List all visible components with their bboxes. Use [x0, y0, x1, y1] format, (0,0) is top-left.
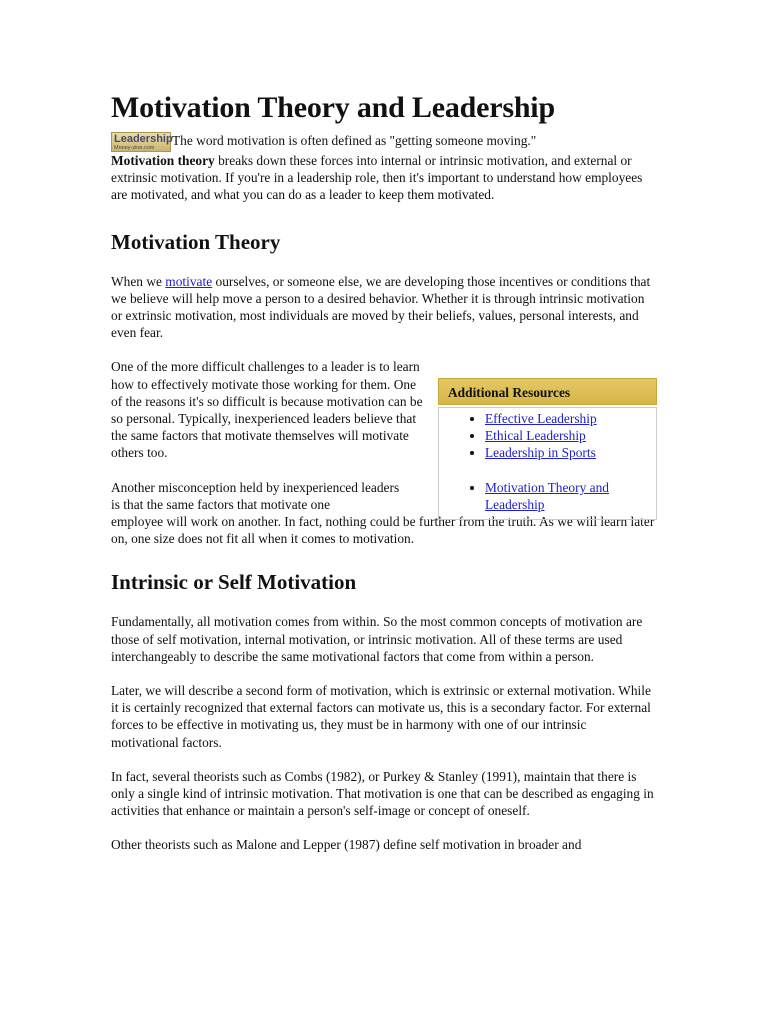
resource-item: [485, 444, 648, 461]
resources-list: [447, 410, 648, 513]
intro-paragraph: [111, 132, 657, 204]
intrinsic-paragraph-1: Fundamentally, all motivation comes from within. So the most common concepts of motivation are those of self motivation, internal motivation, or intrinsic motivation. All of these terms are used interchangeably to describe the same motivational factors that come from within a person.: [111, 614, 643, 664]
leadership-logo-image: [111, 132, 171, 152]
intrinsic-paragraph-3: In fact, several theorists such as Combs (1982), or Purkey & Stanley (1991), maintain that there is only a single kind of intrinsic motivation. That motivation is one that can be described as engaging in activities that enhance or maintain a person's self-image or concept of oneself.: [111, 768, 654, 819]
intrinsic-paragraph-2: Later, we will describe a second form of motivation, which is extrinsic or external motivation. While it is certainly recognized that external factors can motivate us, this is a secondary factor. For external forces to be effective in motivating us, they must be in harmony with one of our intrinsic motivational factors.: [111, 683, 651, 750]
resources-header: Additional Resources: [438, 378, 657, 405]
motivate-link[interactable]: motivate: [165, 273, 213, 289]
section-heading-motivation-theory: Motivation Theory: [111, 229, 281, 254]
resource-link-leadership-in-sports[interactable]: Leadership in Sports: [485, 445, 596, 461]
intro-text-1: The word motivation is often defined as "getting someone moving.": [172, 133, 537, 148]
intro-bold-term: Motivation theory: [111, 153, 215, 168]
p1-text-after: ourselves, or someone else, we are developing those incentives or conditions that we believe will help move a person to a desired behavior. Whether it is through intrinsic motivation or extrinsic motivation, most individuals are moved by their beliefs, values, personal interests, and even fear.: [111, 273, 651, 341]
additional-resources-box: [438, 378, 657, 520]
logo-word: Leadership: [114, 133, 173, 145]
motivation-paragraph-1: [111, 273, 657, 342]
section-heading-intrinsic: Intrinsic or Self Motivation: [111, 570, 357, 595]
resource-item: [485, 479, 648, 513]
resource-item: [485, 427, 648, 444]
motivation-paragraph-3-full: employee will work on another. In fact, nothing could be further from the truth. As we will learn later on, one size does not fit all when it comes to motivation.: [111, 514, 655, 547]
motivation-paragraph-2: One of the more difficult challenges to a leader is to learn how to effectively motivate those working for them. One of the reasons it's so difficult is because motivation can be so personal. Typically, inexperienced leaders believe that the same factors that motivate themselves will motivate others too.: [111, 359, 423, 461]
page-title: Motivation Theory and Leadership: [111, 91, 555, 124]
resource-link-motivation-theory[interactable]: Motivation Theory and Leadership: [485, 479, 609, 512]
intrinsic-paragraph-4: Other theorists such as Malone and Lepper (1987) define self motivation in broader and: [111, 837, 582, 853]
resource-link-ethical-leadership[interactable]: Ethical Leadership: [485, 428, 586, 444]
resources-list-panel: [438, 407, 657, 520]
resource-item: [485, 410, 648, 427]
motivation-paragraph-3-wrap: Another misconception held by inexperienced leaders is that the same factors that motivate one: [111, 479, 400, 512]
p1-text-before: When we: [111, 273, 166, 289]
resource-link-effective-leadership[interactable]: Effective Leadership: [485, 411, 597, 426]
intro-text-2: breaks down these forces into internal or intrinsic motivation, and external or extrinsic motivation. If you're in a leadership role, then it's important to understand how employees are motivated, and what you can do as a leader to keep them motivated.: [111, 153, 643, 203]
logo-subtext: Money-zine.com: [114, 145, 155, 151]
